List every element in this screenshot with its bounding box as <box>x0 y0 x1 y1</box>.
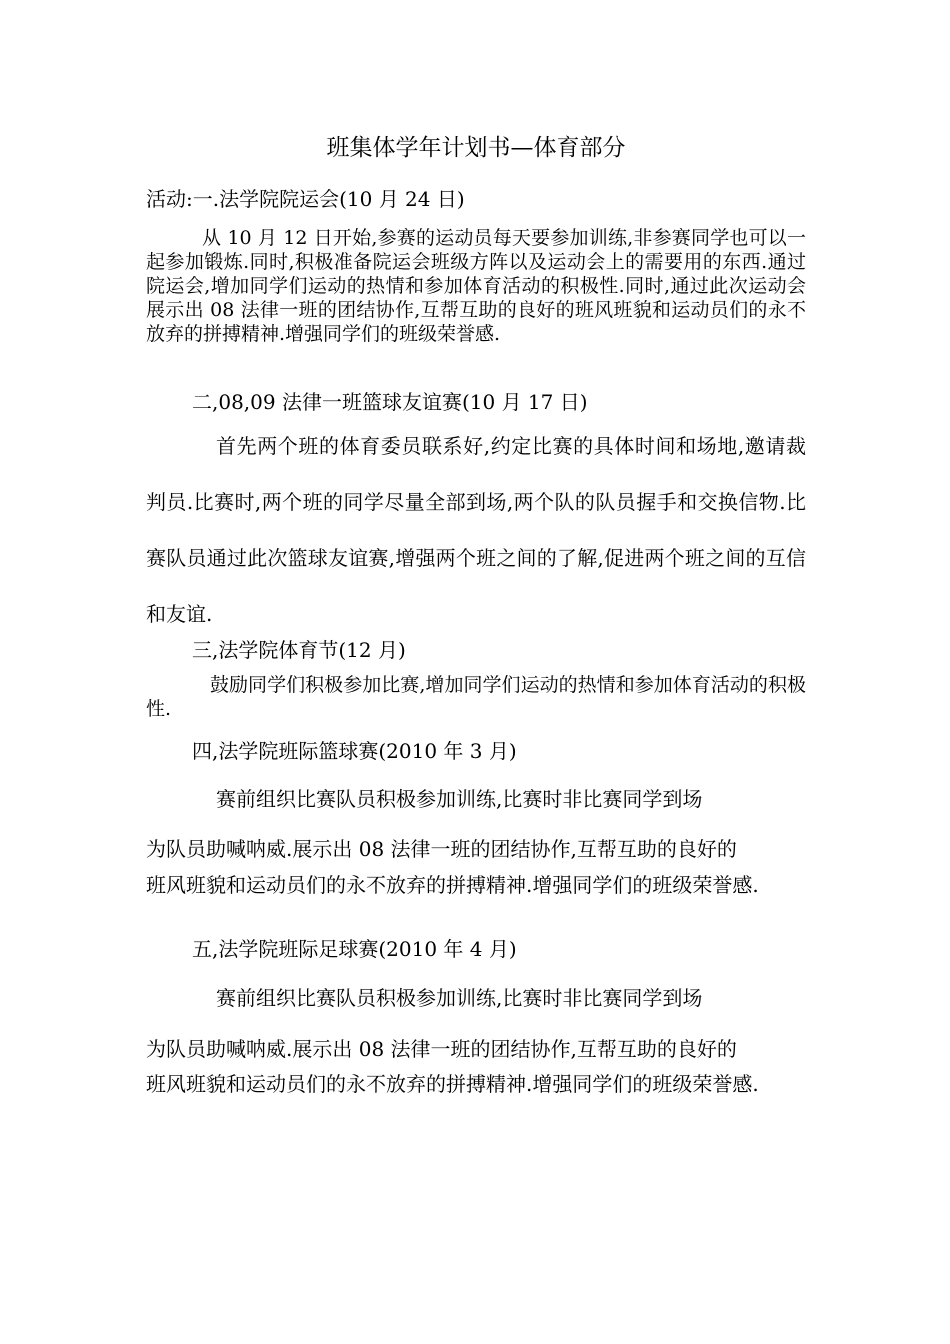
section-4-body-line-1: 赛前组织比赛队员积极参加训练,比赛时非比赛同学到场 <box>216 787 703 811</box>
section-4-heading: 四,法学院班际篮球赛(2010 年 3 月) <box>192 739 517 763</box>
section-2-heading: 二,08,09 法律一班篮球友谊赛(10 月 17 日) <box>192 390 588 414</box>
document-title: 班集体学年计划书—体育部分 <box>326 135 626 161</box>
section-5-heading: 五,法学院班际足球赛(2010 年 4 月) <box>192 937 517 961</box>
section-4-body-rest: 班风班貌和运动员们的永不放弃的拼搏精神.增强同学们的班级荣誉感. <box>146 873 759 897</box>
section-5-body-rest: 班风班貌和运动员们的永不放弃的拼搏精神.增强同学们的班级荣誉感. <box>146 1072 759 1096</box>
section-4-body-line-2: 为队员助喊呐威.展示出 08 法律一班的团结协作,互帮互助的良好的 <box>146 837 737 861</box>
section-5-body-line-1: 赛前组织比赛队员积极参加训练,比赛时非比赛同学到场 <box>216 986 703 1010</box>
section-5-body-line-2: 为队员助喊呐威.展示出 08 法律一班的团结协作,互帮互助的良好的 <box>146 1037 737 1061</box>
section-3-body: 鼓励同学们积极参加比赛,增加同学们运动的热情和参加体育活动的积极性. <box>146 674 806 720</box>
section-2-body: 首先两个班的体育委员联系好,约定比赛的具体时间和场地,邀请裁判员.比赛时,两个班的同学尽量全部到场,两个队的队员握手和交换信物.比赛队员通过此次篮球友谊赛,增强两个班之间的了解,促进两个班之间的互信和友谊. <box>146 434 806 626</box>
section-1-body: 从 10 月 12 日开始,参赛的运动员每天要参加训练,非参赛同学也可以一起参加锻炼.同时,积极准备院运会班级方阵以及运动会上的需要用的东西.通过院运会,增加同学们运动的热情和参加体育活动的积极性.同时,通过此次运动会展示出 08 法律一班的团结协作,互帮互助的良好的班风班貌和运动员们的永不放弃的拼搏精神.增强同学们的班级荣誉感. <box>146 227 806 345</box>
section-3-heading: 三,法学院体育节(12 月) <box>192 638 406 662</box>
section-1-heading: 活动:一.法学院院运会(10 月 24 日) <box>146 187 465 211</box>
